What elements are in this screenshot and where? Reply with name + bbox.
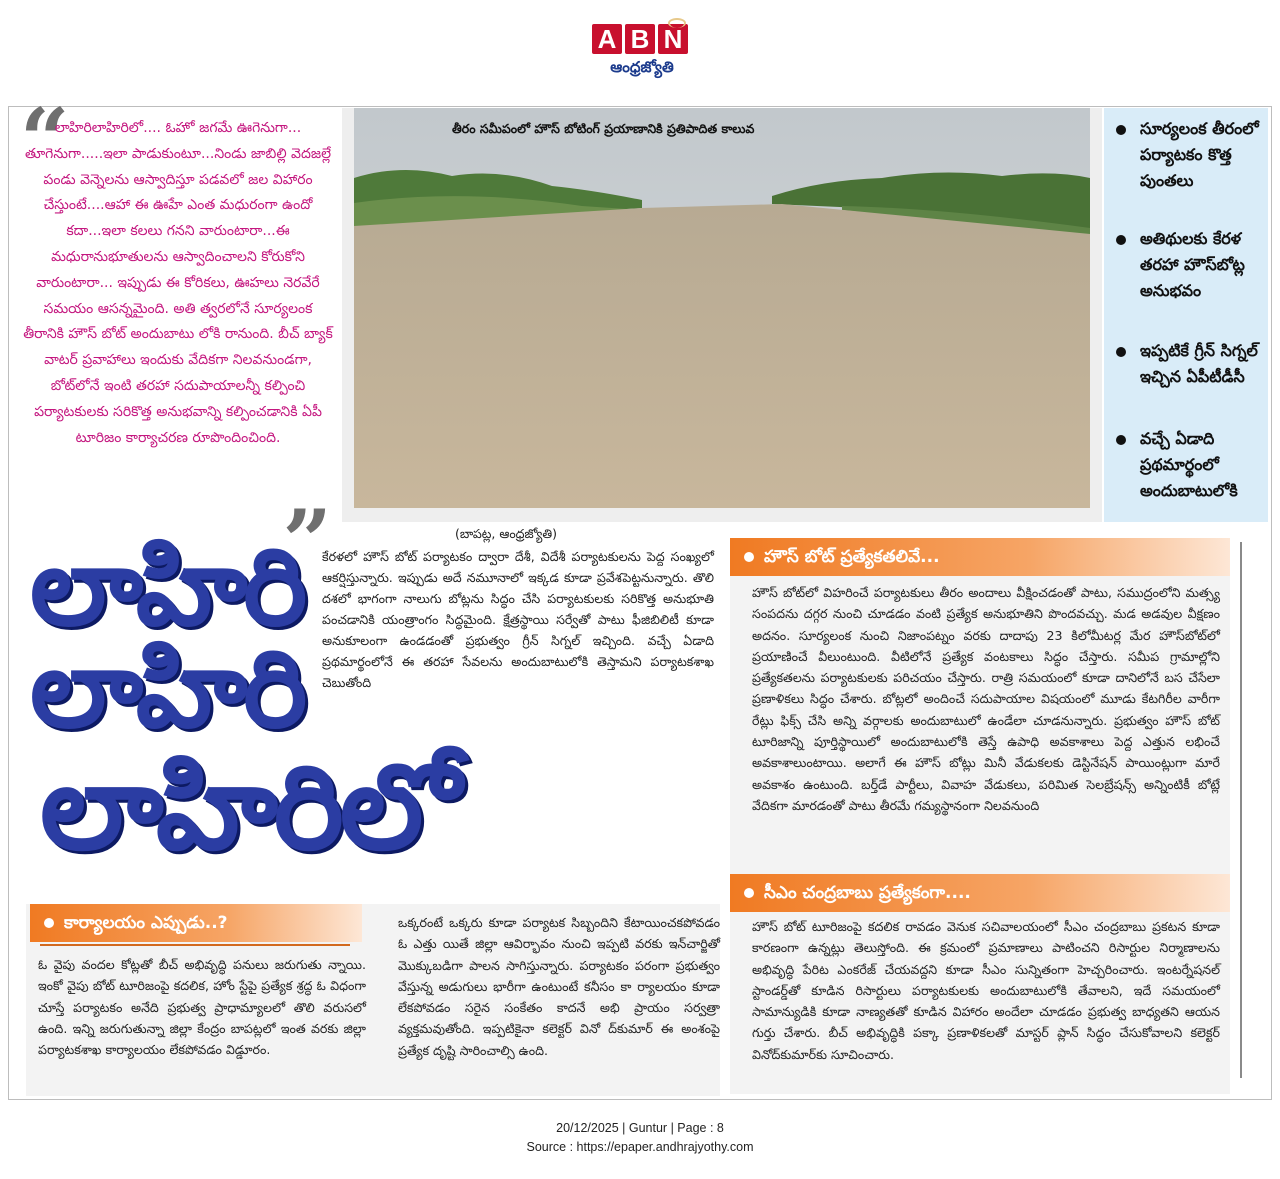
bullet-icon	[744, 552, 754, 562]
highlight-text: అతిథులకు కేరళ తరహా హౌస్‌బోట్ల అనుభవం	[1140, 229, 1245, 300]
highlight-text: సూర్యలంక తీరంలో పర్యాటకం కొత్త పుంతలు	[1140, 119, 1259, 190]
dateline: (బాపట్ల, ఆంధ్రజ్యోతి)	[455, 526, 558, 541]
highlight-item	[1116, 338, 1266, 390]
abn-logo	[590, 18, 690, 82]
headline-line-3: లాహిరిలో	[40, 738, 458, 876]
logo-letter-b: B	[625, 24, 655, 54]
bullet-icon	[744, 888, 754, 898]
quote-text: లాహిరిలాహిరిలో.... ఓహో జగమే ఊగెనుగా... తూగెనుగా.....ఇలా పాడుకుంటూ...నిండు జాబిల్లి వెదజల్లే పండు వెన్నెలను ఆస్వాదిస్తూ పడవలో జల విహారం చేస్తుంటే....ఆహా ఈ ఊహే ఎంత మధురంగా ఉందో కదా...ఇలా కలలు గనని వారుంటారా...ఈ మధురానుభూతులను ఆస్వాదించాలని కోరుకోని వారుంటారా... ఇప్పుడు ఈ కోరికలు, ఊహలు నెరవేరే సమయం ఆసన్నమైంది. అతి త్వరలోనే సూర్యలంక తీరానికి హౌస్ బోట్ అందుబాటు లోకి రానుంది. బీచ్ బ్యాక్ వాటర్ ప్రవాహాలు ఇందుకు వేదికగా నిలవనుండగా, బోట్‌లోనే ఇంటి తరహా సదుపాయాలన్నీ కల్పించి పర్యాటకులకు సరికొత్త అనుభవాన్ని కల్పించడానికి ఏపీ టూరిజం కార్యాచరణ రూపొందించింది.	[23, 120, 333, 446]
office-body-right: ఒక్కరంటే ఒక్కరు కూడా పర్యాటక సిబ్బందిని కేటాయించకపోవడం ఓ ఎత్తు యితే జిల్లా ఆవిర్భావం నుంచి ఇప్పటి వరకు ఇన్‌చార్జితో మొక్కుబడిగా పాలన సాగిస్తున్నారు. పర్యాటకం పరంగా ప్రభుత్వం వేస్తున్న అడుగులు భారీగా ఉంటుంటే కనీసం కా ర్యాలయం కూడా లేకపోవడం సరైన సంకేతం కాదనే అభి ప్రాయం సర్వత్రా వ్యక్తమవుతోంది. ఇప్పటికైనా కలెక్టర్ వినో ద్‌కుమార్ ఈ అంశంపై ప్రత్యేక దృష్టి సారించాల్సి ఉంది.	[398, 915, 720, 1058]
office-heading	[30, 904, 362, 942]
river-photo	[342, 108, 1102, 522]
office-body-left: ఓ వైపు వందల కోట్లతో బీచ్ అభివృద్ధి పనులు జరుగుతు న్నాయి. ఇంకో వైపు బోట్ టూరిజంపై కదలిక, హోం స్టేపై ప్రత్యేక శ్రద్ధ ఓ విధంగా చూస్తే పర్యాటకం అనేది ప్రభుత్వ ప్రాధామ్యాలలో తొలి వరుసలో ఉంది. ఇన్ని జరుగుతున్నా జిల్లా కేంద్రం బాపట్లలో ఇంత వరకు జిల్లా పర్యాటకశాఖ కార్యాలయం లేకపోవడం విడ్డూరం.	[38, 957, 366, 1058]
logo-letter-n: N	[658, 24, 688, 54]
open-quote-icon: “	[20, 90, 70, 191]
heading-underline	[40, 944, 350, 946]
bullet-icon	[1116, 235, 1126, 245]
bullet-icon	[1116, 435, 1126, 445]
logo-letter-a: A	[592, 24, 622, 54]
column-rule	[1240, 542, 1242, 1078]
river-photo-graphic	[342, 108, 1102, 522]
footer-edition: 20/12/2025 | Guntur | Page : 8	[556, 1121, 724, 1135]
close-quote-icon: „	[284, 442, 334, 543]
bullet-icon	[1116, 347, 1126, 357]
highlights-box	[1104, 108, 1268, 522]
highlight-item	[1116, 426, 1266, 504]
features-body: హౌస్ బోట్‌లో విహరించే పర్యాటకులు తీరం అందాలు వీక్షించడంతో పాటు, సముద్రంలోని మత్స్య సంపదను దగ్గర నుంచి చూడడం వంటి ప్రత్యేక అనుభూతిని పొందవచ్చు. మడ అడవుల వీక్షణం అదనం. సూర్యలంక నుంచి నిజాంపట్నం వరకు దాదాపు 23 కిలోమీటర్ల మేర హౌస్‌బోట్‌లో ప్రయాణించే వీలుంటుంది. వీటిలోనే ప్రత్యేక వంటకాలు సిద్ధం చేస్తారు. సమీప గ్రామాల్లోని ప్రత్యేకతలను పర్యాటకులకు పరిచయం చేస్తారు. రాత్రి సమయంలో కూడా దానిలోనే బస చేసేలా ప్రణాళికలు సిద్ధం చేశారు. బోట్లలో అందించే సదుపాయాల విషయంలో మూడు కేటగిరీల వారీగా రేట్లు ఫిక్స్ చేసి అన్ని వర్గాలకు అందుబాటులో ఉండేలా చూడనున్నారు. ప్రభుత్వం హౌస్ బోట్ టూరిజాన్ని పూర్తిస్థాయిలో అందుబాటులోకి తెస్తే ఉపాధి అవకాశాలు పెద్ద ఎత్తున లభించే అవకాశాలుంటాయి. అలాగే ఈ హౌస్ బోట్లు మినీ వేడుకలకు డెస్టినేషన్ పాయింట్లుగా మారే అవకాశం ఉంటుంది. బర్త్‌డే పార్టీలు, వివాహ వేడుకలు, పరిమిత సెలబ్రేషన్స్ అన్నింటికీ బోట్లే వేదికగా మారడంతో పాటు తీరమే గమ్యస్థానంగా నిలవనుంది	[752, 585, 1220, 813]
headline-line-2: లాహిరి	[30, 627, 304, 752]
cm-body: హౌస్ బోట్ టూరిజంపై కదలిక రావడం వెనుక సచివాలయంలో సీఎం చంద్రబాబు ప్రకటన కూడా కారణంగా ఉన్నట్లు తెలుస్తోంది. ఈ క్రమంలో ప్రమాణాలు పాటించని రిసార్టుల నిర్మాణాలను అభివృద్ధి పేరిట ఎంకరేజ్ చేయవద్దని కూడా సీఎం సున్నితంగా హెచ్చరించారు. ఇంటర్నేషనల్ స్టాండర్డ్‌తో కూడిన రిసార్టులు పర్యాటకులకు అందుబాటులోకి తేవాలని, ఇదే సమయంలో సామాన్యుడికి కూడా నాణ్యతతో కూడిన విహారం అందేలా చూడడం ప్రభుత్వ బాధ్యతని ఆయన గుర్తు చేశారు. బీచ్ అభివృద్ధికి పక్కా ప్రణాళికలతో మాస్టర్ ప్లాన్ సిద్ధం చేసుకోవాలని కలెక్టర్ వినోద్‌కుమార్‌కు సూచించారు.	[752, 919, 1220, 1062]
cm-heading	[730, 874, 1230, 912]
office-heading-text: కార్యాలయం ఎప్పుడు..?	[64, 913, 228, 933]
highlight-text: వచ్చే ఏడాది ప్రథమార్థంలో అందుబాటులోకి	[1140, 429, 1238, 500]
highlight-item	[1116, 116, 1266, 194]
abn-letters	[592, 24, 691, 54]
bullet-icon	[44, 918, 54, 928]
footer-source: Source : https://epaper.andhrajyothy.com	[526, 1140, 754, 1154]
logo-subtitle: ఆంధ్రజ్యోతి	[610, 58, 674, 76]
lead-paragraph: కేరళలో హౌస్ బోట్ పర్యాటకం ద్వారా దేశీ, విదేశీ పర్యాటకులను పెద్ద సంఖ్యలో ఆకర్షిస్తున్నారు. ఇప్పుడు అదే నమూనాలో ఇక్కడ కూడా ప్రవేశపెట్టనున్నారు. తొలి దశలో భాగంగా నాలుగు బోట్లను సిద్ధం చేసి పర్యాటకులకు సరికొత్త అనుభూతి పంచడానికి యంత్రాంగం సిద్ధమైంది. క్షేత్రస్థాయి సర్వేతో పాటు ఫీజిబిలిటీ కూడా అనుకూలంగా ఉండడంతో ప్రభుత్వం గ్రీన్ సిగ్నల్ ఇచ్చింది. వచ్చే ఏడాది ప్రథమార్థంలోనే ఈ తరహా సేవలను అందుబాటులోకి తెస్తామని పర్యాటకశాఖ చెబుతోంది	[322, 549, 714, 690]
cm-heading-text: సీఎం చంద్రబాబు ప్రత్యేకంగా....	[764, 883, 971, 903]
headline-line-1: లాహిరి	[30, 525, 304, 650]
features-heading	[730, 538, 1230, 576]
highlight-text: ఇప్పటికే గ్రీన్ సిగ్నల్ ఇచ్చిన ఏపీటీడీసీ	[1140, 341, 1258, 386]
logo-swirl-icon	[668, 18, 686, 28]
features-heading-text: హౌస్ బోట్ ప్రత్యేకతలివే...	[764, 547, 940, 567]
photo-caption: తీరం సమీపంలో హౌస్ బోటింగ్ ప్రయాణానికి ప్రతిపాదిత కాలువ	[452, 121, 755, 136]
highlight-item	[1116, 226, 1266, 304]
bullet-icon	[1116, 125, 1126, 135]
